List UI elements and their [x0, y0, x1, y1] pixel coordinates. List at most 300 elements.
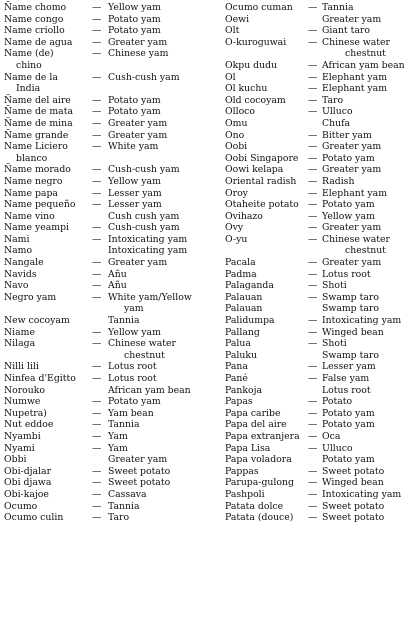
entry-term: Patata dolce: [225, 500, 284, 512]
entry-term: Palidumpa: [225, 315, 275, 327]
entry-dash: —: [92, 141, 102, 153]
entry-definition: African yam bean: [108, 384, 191, 396]
glossary-entry: [4, 327, 220, 339]
entry-dash: —: [92, 106, 102, 118]
entry-dash: —: [92, 442, 102, 454]
entry-definition-continuation: chestnut: [345, 245, 386, 257]
entry-definition: Potato yam: [108, 25, 161, 37]
entry-dash: —: [92, 326, 102, 338]
entry-term: Name (de): [4, 48, 54, 60]
entry-definition: Greater yam: [108, 454, 168, 466]
glossary-entry: [225, 257, 417, 269]
entry-term: Pashpoli: [225, 488, 265, 500]
entry-dash: —: [308, 268, 318, 280]
entry-definition: Intoxicating yam: [108, 245, 188, 257]
entry-term: Numwe: [4, 396, 41, 408]
entry-definition: Taro: [322, 94, 344, 106]
entry-definition: Ulluco: [322, 106, 353, 118]
entry-term: Papa del aire: [225, 419, 287, 431]
entry-term: Nyami: [4, 442, 35, 454]
entry-dash: —: [92, 233, 102, 245]
glossary-entry: [225, 373, 417, 385]
glossary-entry: [4, 269, 220, 281]
entry-term: Obi-djalar: [4, 465, 52, 477]
glossary-entry: [4, 477, 220, 489]
glossary-entry: [225, 199, 417, 211]
entry-term: Ovihazo: [225, 210, 263, 222]
glossary-entry: [225, 83, 417, 95]
entry-term: Negro yam: [4, 291, 57, 303]
entry-definition: Cush-cush yam: [108, 164, 180, 176]
entry-definition: Elephant yam: [322, 187, 388, 199]
glossary-entry: [225, 188, 417, 200]
glossary-entry: [4, 501, 220, 513]
glossary-entry: [225, 269, 417, 281]
glossary-entry: [225, 303, 417, 315]
entry-dash: —: [308, 25, 318, 37]
glossary-entry: [225, 512, 417, 524]
glossary-entry: [225, 37, 417, 60]
glossary-entry: [4, 211, 220, 223]
entry-term: Palaganda: [225, 280, 274, 292]
entry-dash: —: [308, 210, 318, 222]
entry-definition: Lotus root: [322, 268, 371, 280]
entry-dash: —: [308, 2, 318, 13]
entry-definition: Añu: [108, 268, 127, 280]
entry-definition: Radish: [322, 175, 355, 187]
entry-dash: —: [308, 465, 318, 477]
glossary-entry: [4, 234, 220, 246]
entry-dash: —: [92, 280, 102, 292]
entry-definition: Lotus root: [108, 361, 157, 373]
entry-term: Namo: [4, 245, 33, 257]
entry-dash: —: [92, 94, 102, 106]
entry-definition: Intoxicating yam: [322, 488, 402, 500]
glossary-entry: [225, 106, 417, 118]
entry-term-continuation: chino: [16, 59, 42, 71]
entry-term: Name papa: [4, 187, 58, 199]
glossary-entry: [4, 431, 220, 443]
entry-dash: —: [92, 268, 102, 280]
entry-term: Okpu dudu: [225, 59, 278, 71]
entry-term: Obi-kajoe: [4, 488, 49, 500]
entry-definition: Lotus root: [322, 384, 371, 396]
entry-definition: Lesser yam: [108, 199, 162, 211]
entry-definition: Cush-cush yam: [108, 222, 180, 234]
entry-term: O-yu: [225, 233, 248, 245]
entry-term: Oobi: [225, 141, 248, 153]
glossary-entry: [4, 466, 220, 478]
entry-dash: —: [308, 71, 318, 83]
entry-dash: —: [92, 396, 102, 408]
entry-term: Name pequeño: [4, 199, 76, 211]
entry-definition: Tannia: [108, 500, 140, 512]
entry-term: Ñame morado: [4, 164, 71, 176]
entry-dash: —: [92, 25, 102, 37]
entry-term: Ñame chomo: [4, 2, 67, 13]
entry-term: Olloco: [225, 106, 255, 118]
entry-term: Old cocoyam: [225, 94, 286, 106]
glossary-entry: [225, 443, 417, 455]
entry-term: Obi djawa: [4, 477, 52, 489]
glossary-entry: [225, 60, 417, 72]
glossary-entry: [4, 14, 220, 26]
entry-term: Palua: [225, 338, 251, 350]
entry-definition: Chinese water: [322, 233, 390, 245]
entry-definition: Oca: [322, 430, 341, 442]
glossary-entry: [4, 385, 220, 397]
entry-definition: White yam/Yellow: [108, 291, 192, 303]
glossary-entry: [4, 419, 220, 431]
entry-dash: —: [92, 36, 102, 48]
entry-dash: —: [92, 373, 102, 384]
entry-definition: Shoti: [322, 280, 347, 292]
glossary-entry: [225, 95, 417, 107]
entry-definition: African yam bean: [322, 59, 405, 71]
glossary-entry: [225, 419, 417, 431]
entry-dash: —: [308, 280, 318, 292]
entry-definition: Potato yam: [322, 199, 375, 211]
glossary-entry: [225, 280, 417, 292]
entry-definition: Greater yam: [322, 257, 382, 269]
entry-term: Name Liciero: [4, 141, 68, 153]
glossary-entry: [225, 211, 417, 223]
entry-definition: Yellow yam: [322, 210, 375, 222]
entry-definition: Potato yam: [108, 13, 161, 25]
entry-dash: —: [92, 257, 102, 269]
entry-term: Name negro: [4, 175, 63, 187]
glossary-entry: [4, 188, 220, 200]
glossary-entry: [4, 176, 220, 188]
glossary-entry: [225, 385, 417, 397]
entry-dash: —: [92, 2, 102, 13]
entry-term: Navo: [4, 280, 29, 292]
entry-definition-continuation: yam: [124, 303, 144, 315]
entry-dash: —: [92, 71, 102, 83]
entry-dash: —: [308, 430, 318, 442]
entry-definition: Tannia: [108, 419, 140, 431]
entry-definition: Greater yam: [322, 141, 382, 153]
entry-definition: Winged bean: [322, 477, 384, 489]
entry-definition: Giant taro: [322, 25, 370, 37]
entry-dash: —: [308, 396, 318, 408]
entry-term: Ocumo cuman: [225, 2, 293, 13]
glossary-entry: [4, 118, 220, 130]
entry-dash: —: [308, 187, 318, 199]
glossary-entry: [4, 338, 220, 361]
entry-definition: Tannia: [322, 2, 354, 13]
entry-term: Otaheite potato: [225, 199, 299, 211]
glossary-entry: [225, 118, 417, 130]
glossary-entry: [225, 477, 417, 489]
entry-definition: Swamp taro: [322, 303, 379, 315]
entry-definition: Swamp taro: [322, 349, 379, 361]
entry-term-continuation: blanco: [16, 152, 48, 164]
entry-definition: Sweet potato: [108, 465, 171, 477]
glossary-entry: [4, 164, 220, 176]
entry-term: Ono: [225, 129, 245, 141]
entry-definition: Taro: [108, 512, 130, 524]
entry-dash: —: [308, 477, 318, 489]
entry-dash: —: [92, 338, 102, 350]
entry-term: Oowi kelapa: [225, 164, 284, 176]
entry-definition: Potato yam: [322, 454, 375, 466]
glossary-entry: [225, 141, 417, 153]
entry-dash: —: [308, 361, 318, 373]
entry-definition: Elephant yam: [322, 71, 388, 83]
entry-term: Pallang: [225, 326, 260, 338]
entry-dash: —: [308, 164, 318, 176]
entry-definition: Greater yam: [108, 36, 168, 48]
entry-term: Pana: [225, 361, 248, 373]
entry-dash: —: [92, 477, 102, 489]
glossary-entry: [225, 153, 417, 165]
entry-dash: —: [308, 141, 318, 153]
glossary-entry: [4, 292, 220, 315]
glossary-entry: [4, 130, 220, 142]
entry-definition: Potato yam: [322, 152, 375, 164]
entry-term: Nyambi: [4, 430, 41, 442]
glossary-entry: [225, 72, 417, 84]
glossary-entry: [4, 106, 220, 118]
entry-term: Nupetra): [4, 407, 47, 419]
glossary-entry: [225, 2, 417, 14]
entry-definition: Tannia: [108, 315, 140, 327]
glossary-entry: [225, 338, 417, 350]
glossary-entry: [225, 315, 417, 327]
entry-term: Nilaga: [4, 338, 36, 350]
entry-dash: —: [92, 199, 102, 211]
entry-definition: Swamp taro: [322, 291, 379, 303]
entry-definition: Intoxicating yam: [108, 233, 188, 245]
glossary-entry: [4, 25, 220, 37]
entry-definition: Bitter yam: [322, 129, 372, 141]
glossary-entry: [225, 234, 417, 257]
entry-definition: Añu: [108, 280, 127, 292]
entry-dash: —: [308, 199, 318, 211]
entry-dash: —: [308, 257, 318, 269]
glossary-entry: [4, 95, 220, 107]
entry-definition: Chufa: [322, 117, 351, 129]
entry-dash: —: [308, 129, 318, 141]
glossary-entry: [4, 280, 220, 292]
entry-term: Norouko: [4, 384, 45, 396]
entry-dash: —: [92, 222, 102, 234]
entry-term: Papas: [225, 396, 253, 408]
entry-term: Oobi Singapore: [225, 152, 299, 164]
entry-term: Ocumo culin: [4, 512, 64, 524]
entry-dash: —: [92, 117, 102, 129]
entry-term: Oewi: [225, 13, 250, 25]
entry-term: Omu: [225, 117, 248, 129]
glossary-entry: [225, 327, 417, 339]
entry-dash: —: [92, 419, 102, 431]
entry-term: Olt: [225, 25, 240, 37]
entry-dash: —: [92, 407, 102, 419]
glossary-column-left: [4, 2, 220, 524]
entry-definition: False yam: [322, 373, 370, 384]
glossary-entry: [4, 396, 220, 408]
glossary-entry: [4, 454, 220, 466]
glossary-entry: [4, 245, 220, 257]
glossary-entry: [4, 361, 220, 373]
glossary-entry: [225, 176, 417, 188]
entry-definition: Intoxicating yam: [322, 315, 402, 327]
entry-term-continuation: India: [16, 83, 41, 95]
entry-term: Name yeampi: [4, 222, 69, 234]
entry-term: Niame: [4, 326, 35, 338]
entry-term: Paluku: [225, 349, 257, 361]
entry-term: Papa extranjera: [225, 430, 300, 442]
entry-definition: Yam bean: [108, 407, 154, 419]
entry-term: Ñame del aire: [4, 94, 71, 106]
glossary-entry: [225, 164, 417, 176]
entry-definition: Potato yam: [322, 419, 375, 431]
entry-definition: Potato: [322, 396, 353, 408]
glossary-entry: [225, 501, 417, 513]
entry-definition: Greater yam: [108, 117, 168, 129]
entry-term: Obbi: [4, 454, 27, 466]
entry-term: Pappas: [225, 465, 259, 477]
entry-dash: —: [308, 59, 318, 71]
glossary-entry: [4, 72, 220, 95]
glossary-entry: [225, 350, 417, 362]
glossary-entry: [4, 2, 220, 14]
entry-dash: —: [308, 442, 318, 454]
entry-definition: Winged bean: [322, 326, 384, 338]
glossary-entry: [4, 373, 220, 385]
entry-definition: Cush cush yam: [108, 210, 180, 222]
entry-dash: —: [92, 13, 102, 25]
entry-term: Nami: [4, 233, 30, 245]
entry-dash: —: [308, 83, 318, 95]
entry-dash: —: [308, 315, 318, 327]
glossary-entry: [4, 512, 220, 524]
entry-dash: —: [308, 222, 318, 234]
glossary-entry: [225, 130, 417, 142]
entry-dash: —: [92, 500, 102, 512]
entry-definition: Sweet potato: [322, 500, 385, 512]
entry-definition: Greater yam: [322, 13, 382, 25]
entry-term: Ocumo: [4, 500, 38, 512]
entry-definition: Chinese water: [108, 338, 176, 350]
entry-definition: Elephant yam: [322, 83, 388, 95]
entry-term: Ñame grande: [4, 129, 69, 141]
entry-term: Name congo: [4, 13, 64, 25]
entry-dash: —: [308, 488, 318, 500]
entry-definition: Lesser yam: [322, 361, 376, 373]
entry-definition: Greater yam: [322, 222, 382, 234]
entry-term: Ñame de mina: [4, 117, 73, 129]
glossary-entry: [4, 222, 220, 234]
entry-term: Nangale: [4, 257, 44, 269]
entry-dash: —: [92, 175, 102, 187]
entry-dash: —: [92, 430, 102, 442]
entry-definition: Ulluco: [322, 442, 353, 454]
entry-term: Name criollo: [4, 25, 65, 37]
entry-dash: —: [308, 407, 318, 419]
entry-dash: —: [92, 164, 102, 176]
glossary-entry: [4, 443, 220, 455]
entry-dash: —: [92, 512, 102, 524]
entry-term: Ol: [225, 71, 236, 83]
entry-term: Pankoja: [225, 384, 263, 396]
entry-dash: —: [308, 512, 318, 524]
glossary-entry: [4, 37, 220, 49]
entry-term: O-kuroguwai: [225, 36, 287, 48]
glossary-column-right: [225, 2, 417, 524]
glossary-entry: [225, 466, 417, 478]
entry-term: Papa caribe: [225, 407, 281, 419]
entry-dash: —: [308, 419, 318, 431]
entry-dash: —: [308, 373, 318, 384]
entry-term: Parupa-gulong: [225, 477, 294, 489]
entry-definition: Cush-cush yam: [108, 71, 180, 83]
glossary-entry: [225, 14, 417, 26]
glossary-entry: [4, 408, 220, 420]
entry-dash: —: [92, 48, 102, 60]
glossary-entry: [225, 396, 417, 408]
entry-definition: Yam: [108, 442, 128, 454]
entry-term: Oroy: [225, 187, 248, 199]
entry-term: Name de agua: [4, 36, 73, 48]
entry-term: Nut eddoe: [4, 419, 54, 431]
entry-definition: White yam: [108, 141, 159, 153]
entry-definition: Yellow yam: [108, 175, 161, 187]
entry-definition: Potato yam: [108, 94, 161, 106]
glossary-entry: [225, 292, 417, 304]
entry-definition: Greater yam: [108, 257, 168, 269]
entry-term: Nilli lili: [4, 361, 39, 373]
entry-dash: —: [308, 500, 318, 512]
entry-dash: —: [92, 291, 102, 303]
entry-term: Navids: [4, 268, 37, 280]
glossary-entry: [4, 489, 220, 501]
entry-dash: —: [92, 488, 102, 500]
entry-dash: —: [308, 36, 318, 48]
entry-term: Oriental radish: [225, 175, 297, 187]
entry-term: Pacala: [225, 257, 256, 269]
entry-definition: Chinese water: [322, 36, 390, 48]
entry-term: Ñame de mata: [4, 106, 73, 118]
entry-dash: —: [308, 291, 318, 303]
entry-dash: —: [92, 187, 102, 199]
entry-definition: Potato yam: [322, 407, 375, 419]
entry-definition: Sweet potato: [322, 512, 385, 524]
entry-definition: Lesser yam: [108, 187, 162, 199]
glossary-entry: [225, 408, 417, 420]
glossary-entry: [4, 199, 220, 211]
entry-term: Patata (douce): [225, 512, 294, 524]
entry-term: Palauan: [225, 303, 263, 315]
entry-definition: Potato yam: [108, 106, 161, 118]
entry-dash: —: [308, 326, 318, 338]
entry-dash: —: [308, 94, 318, 106]
glossary-entry: [225, 489, 417, 501]
entry-term: Name vino: [4, 210, 55, 222]
entry-term: Pané: [225, 373, 248, 384]
glossary-entry: [225, 361, 417, 373]
entry-term: New cocoyam: [4, 315, 70, 327]
glossary-entry: [225, 431, 417, 443]
entry-term: Palauan: [225, 291, 263, 303]
glossary-entry: [4, 315, 220, 327]
glossary-entry: [225, 454, 417, 466]
entry-dash: —: [308, 233, 318, 245]
entry-definition: Sweet potato: [108, 477, 171, 489]
entry-definition: Greater yam: [322, 164, 382, 176]
entry-definition: Chinese yam: [108, 48, 169, 60]
